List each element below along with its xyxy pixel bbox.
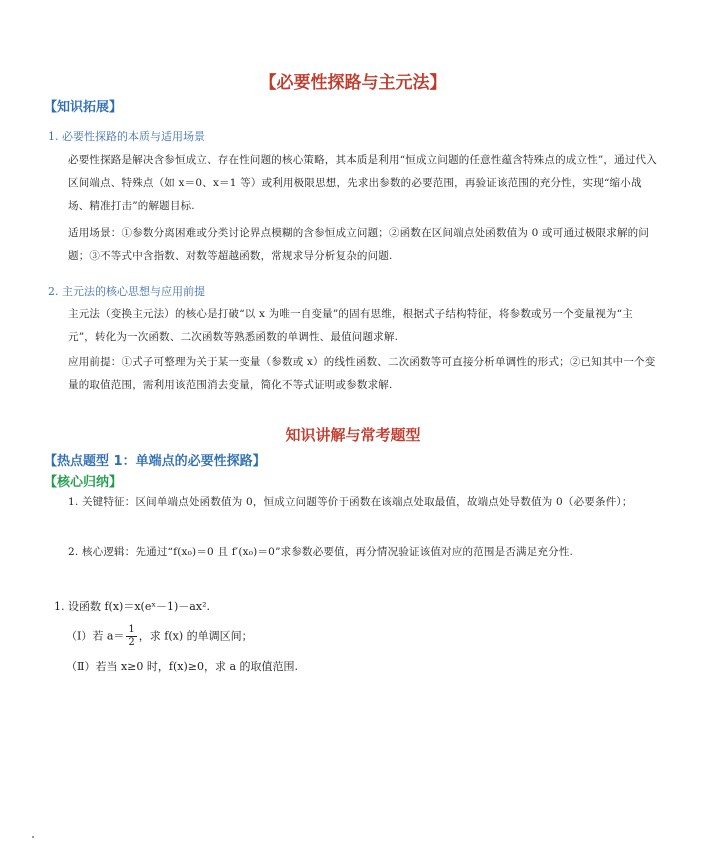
- fraction-one-half: [126, 624, 136, 649]
- section-2-paragraph-2: 应用前提：①式子可整理为关于某一变量（参数或 x）的线性函数、二次函数等可直接分析单调性的形式；②已知其中一个变量的取值范围，需利用该范围消去变量，简化不等式证明或参数求解.: [68, 356, 656, 391]
- section-1-paragraph-1: 必要性探路是解决含参恒成立、存在性问题的核心策略，其本质是利用“恒成立问题的任意性蕴含特殊点的成立性”，通过代入区间端点、特殊点（如 x＝0、x＝1 等）或利用极限思想，先求出参数的必要范围，再验证该范围的充分性，实现“缩小战场、精准打击”的解题目标.: [68, 154, 657, 212]
- knowledge-heading: 【知识拓展】: [44, 100, 123, 115]
- problem-stem: 1. 设函数 f(x)＝x(eˣ－1)－ax².: [54, 600, 210, 613]
- problem-part-1-prefix: （Ⅰ）若 a＝: [66, 629, 125, 643]
- problem-part-1-suffix: ，求 f(x) 的单调区间；: [138, 629, 253, 643]
- problem-part-1: [66, 624, 253, 649]
- core-point-1: 1. 关键特征：区间单端点处函数值为 0，恒成立问题等价于函数在该端点处取最值，故端点处导数值为 0（必要条件）；: [68, 496, 633, 508]
- section-1-heading: 1. 必要性探路的本质与适用场景: [48, 130, 205, 143]
- section-2-heading: 2. 主元法的核心思想与应用前提: [48, 285, 205, 298]
- fraction-numerator: 1: [128, 624, 135, 635]
- document-title: 【必要性探路与主元法】: [259, 73, 447, 93]
- problem-part-2: （Ⅱ）若当 x≥0 时，f(x)≥0，求 a 的取值范围.: [66, 660, 299, 673]
- section-1-paragraph-2: 适用场景：①参数分离困难或分类讨论界点模糊的含参恒成立问题；②函数在区间端点处函数值为 0 或可通过极限求解的问题；③不等式中含指数、对数等超越函数，常规求导分析复杂的问题.: [68, 227, 650, 262]
- core-point-2: 2. 核心逻辑：先通过“f(x₀)＝0 且 f′(x₀)＝0”求参数必要值，再分情况验证该值对应的范围是否满足充分性.: [68, 546, 574, 558]
- fraction-denominator: 2: [128, 637, 135, 648]
- hot-topic-heading: 【热点题型 1：单端点的必要性探路】: [44, 454, 266, 469]
- core-summary-heading: 【核心归纳】: [44, 475, 123, 490]
- section-2-paragraph-1: 主元法（变换主元法）的核心是打破“以 x 为唯一自变量”的固有思维，根据式子结构特征，将参数或另一个变量视为“主元”，转化为一次函数、二次函数等熟悉函数的单调性、最值问题求解.: [68, 308, 633, 343]
- page-dot: [32, 836, 34, 838]
- section-title: 知识讲解与常考题型: [285, 426, 421, 444]
